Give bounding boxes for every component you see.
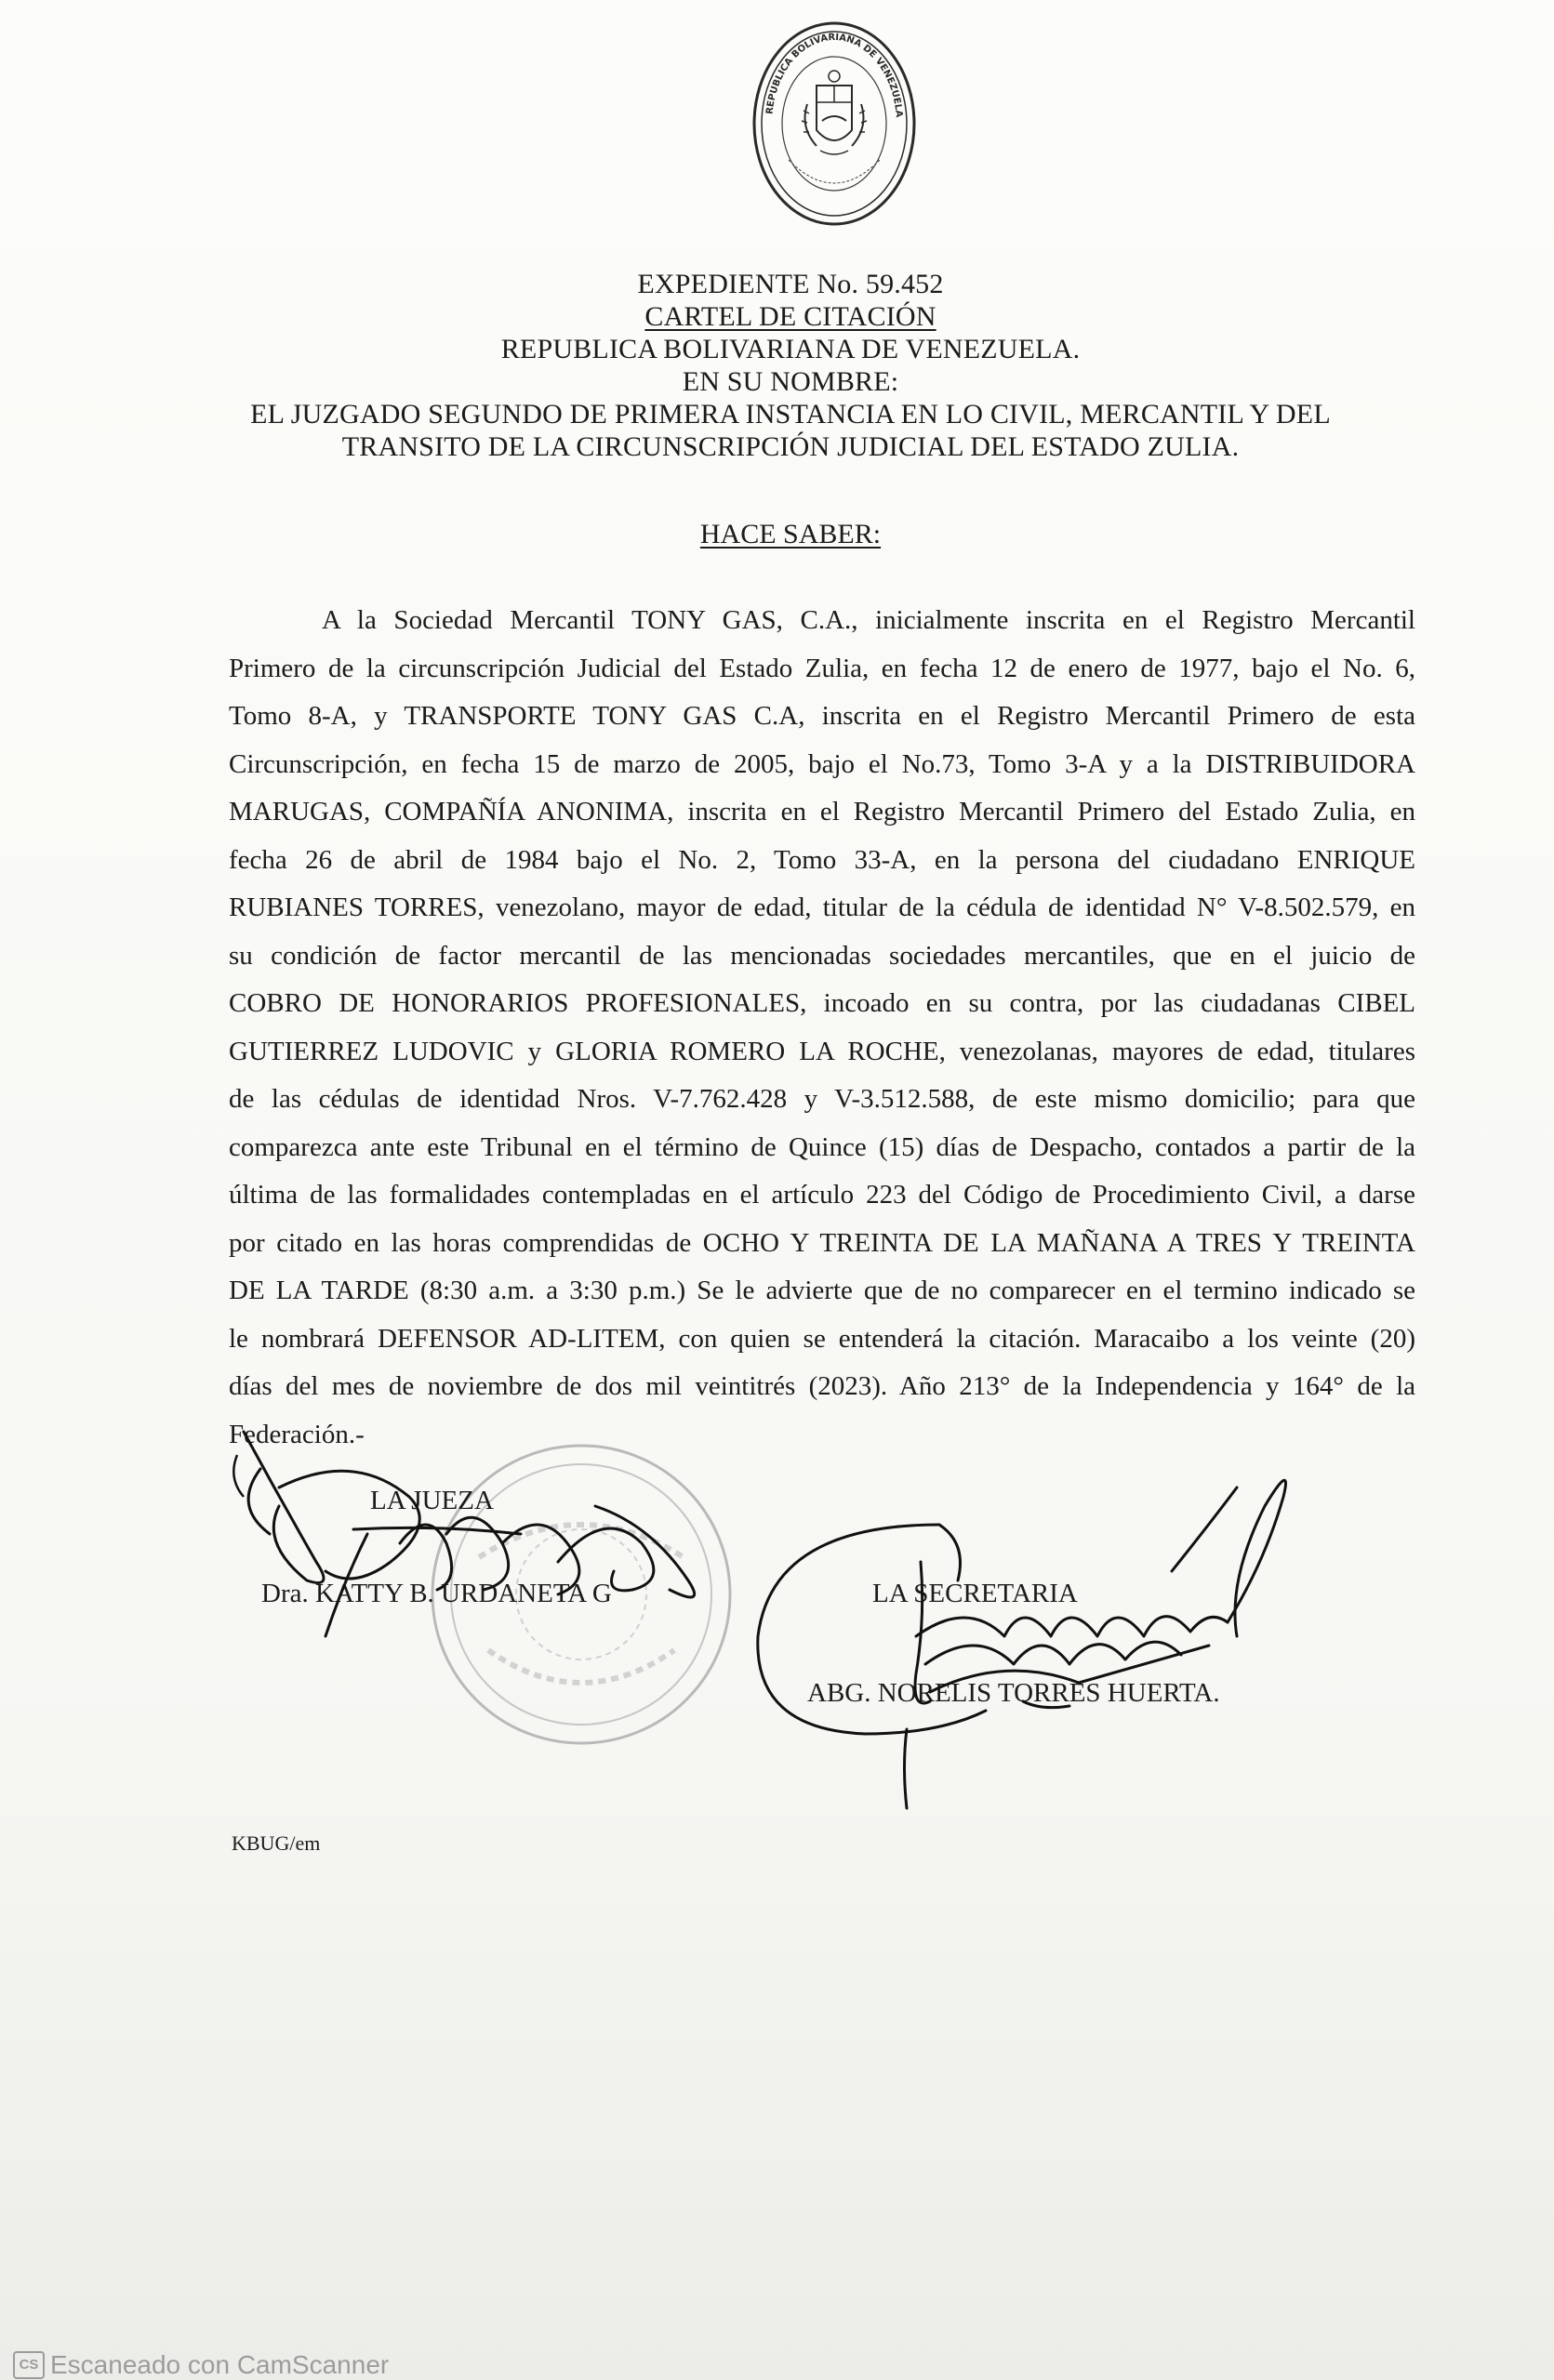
body-line: le nombrará DEFENSOR AD-LITEM, con quien se entenderá la citación. Maracaibo a los veinte (20): [229, 1323, 1415, 1354]
body-line: MARUGAS, COMPAÑÍA ANONIMA, inscrita en el Registro Mercantil Primero del Estado Zulia, en: [229, 797, 1415, 826]
juzgado-line-1: EL JUZGADO SEGUNDO DE PRIMERA INSTANCIA EN LO CIVIL, MERCANTIL Y DEL: [250, 399, 1331, 430]
jueza-name: Dra. KATTY B. URDANETA G: [261, 1579, 612, 1608]
body-line: de las cédulas de identidad Nros. V-7.762.428 y V-3.512.588, de este mismo domicilio; para que: [229, 1084, 1415, 1114]
body-line: DE LA TARDE (8:30 a.m. a 3:30 p.m.) Se le advierte que de no comparecer en el termino indicado se: [229, 1276, 1415, 1305]
body-line: última de las formalidades contempladas en el artículo 223 del Código de Procedimiento Civil, a darse: [229, 1180, 1415, 1210]
body-line: Circunscripción, en fecha 15 de marzo de 2005, bajo el No.73, Tomo 3-A y a la DISTRIBUIDORA: [229, 748, 1415, 779]
juzgado-line-2: TRANSITO DE LA CIRCUNSCRIPCIÓN JUDICIAL DEL ESTADO ZULIA.: [341, 431, 1240, 462]
body-line: fecha 26 de abril de 1984 bajo el No. 2, Tomo 33-A, en la persona del ciudadano ENRIQUE: [229, 844, 1415, 875]
official-seal-top: [751, 20, 917, 227]
jueza-title: LA JUEZA: [370, 1486, 494, 1515]
body-line: Primero de la circunscripción Judicial del Estado Zulia, en fecha 12 de enero de 1977, bajo el No. 6,: [229, 653, 1415, 683]
hace-saber-heading: HACE SABER:: [699, 519, 882, 549]
camscanner-logo-icon: CS: [13, 2351, 45, 2379]
cartel-title: CARTEL DE CITACIÓN: [644, 301, 936, 332]
scanner-text: Escaneado con CamScanner: [50, 2350, 390, 2379]
document-header: [186, 268, 1395, 463]
svg-text:REPUBLICA BOLIVARIANA DE VENEZ: REPUBLICA BOLIVARIANA DE VENEZUELA: [764, 32, 904, 118]
secretaria-title: LA SECRETARIA: [872, 1579, 1078, 1608]
citation-body: [229, 597, 1415, 1459]
body-line: GUTIERREZ LUDOVIC y GLORIA ROMERO LA ROCHE, venezolanas, mayores de edad, titulares: [229, 1036, 1415, 1066]
secretaria-name: ABG. NORELIS TORRES HUERTA.: [807, 1678, 1220, 1708]
body-line: por citado en las horas comprendidas de OCHO Y TREINTA DE LA MAÑANA A TRES Y TREINTA: [229, 1227, 1415, 1258]
body-line: Tomo 8-A, y TRANSPORTE TONY GAS C.A, inscrita en el Registro Mercantil Primero de esta: [229, 701, 1415, 731]
body-line: RUBIANES TORRES, venezolano, mayor de edad, titular de la cédula de identidad N° V-8.502.579, en: [229, 892, 1415, 922]
body-line: comparezca ante este Tribunal en el término de Quince (15) días de Despacho, contados a partir de la: [229, 1131, 1415, 1162]
body-line: su condición de factor mercantil de las mencionadas sociedades mercantiles, que en el juicio de: [229, 940, 1415, 971]
body-line: días del mes de noviembre de dos mil veintitrés (2023). Año 213° de la Independencia y 164° de la: [229, 1371, 1415, 1401]
body-line: A la Sociedad Mercantil TONY GAS, C.A., inicialmente inscrita en el Registro Mercantil: [322, 605, 1415, 635]
en-su-nombre-line: EN SU NOMBRE:: [682, 366, 899, 397]
republica-line: REPUBLICA BOLIVARIANA DE VENEZUELA.: [500, 334, 1081, 364]
body-line: COBRO DE HONORARIOS PROFESIONALES, incoado en su contra, por las ciudadanas CIBEL: [229, 988, 1415, 1018]
scanner-watermark: [13, 2350, 389, 2380]
reference-initials: KBUG/em: [232, 1831, 321, 1855]
body-line: Federación.-: [229, 1419, 365, 1449]
expediente-number: EXPEDIENTE No. 59.452: [637, 269, 944, 299]
